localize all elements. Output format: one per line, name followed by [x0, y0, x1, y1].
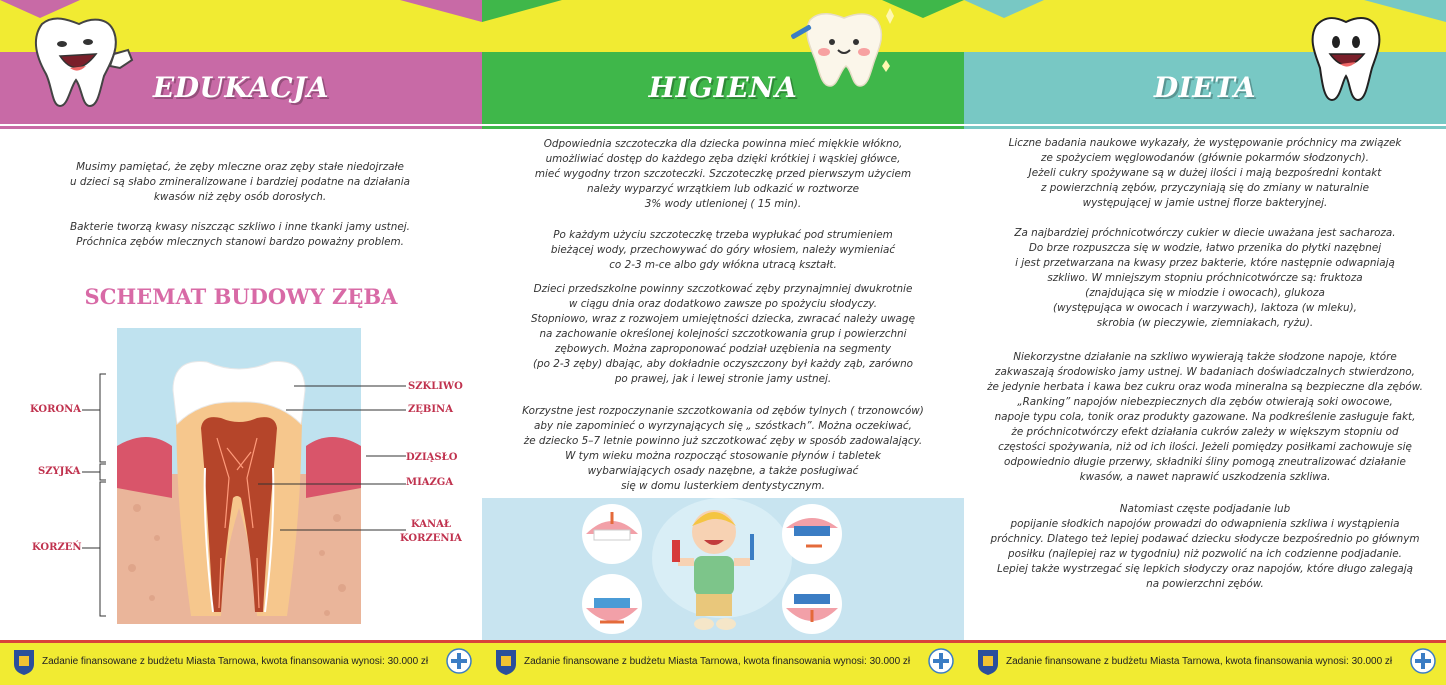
- city-crest-icon: [12, 648, 36, 676]
- panel-higiena: [482, 0, 964, 685]
- right-pointers: [250, 380, 410, 550]
- paragraph-2: Za najbardziej próchnicotwórczy cukier w diecie uważana jest sacharoza. Do brze rozpuszcza się w wodzie, łatwo przenika do płytki nazębnej i jest przetwarzana na kwasy przez bakterie, które następnie odwapniają szkliwo. W mniejszym stopniu próchnicotwórcze są: fruktoza (znajdująca się w miodzie i owocach), glukoza (występująca w owocach i warzywach), laktoza (w mleku), skrobia (w pieczywie, ziemniakach, ryżu).: [1014, 227, 1396, 329]
- footer-text: Zadanie finansowane z budżetu Miasta Tarnowa, kwota finansowania wynosi: 30.000 zł: [1006, 656, 1393, 667]
- intro-text: Musimy pamiętać, że zęby mleczne oraz zęby stałe niedojrzałe u dzieci są słabo zmineralizowane i bardziej podatne na działania kwasów niż zęby osób dorosłych. Bakterie tworzą kwasy niszcząc szkliwo i inne tkanki jamy ustnej. Próchnica zębów mlecznych stanowi bardzo poważny problem.: [70, 161, 410, 248]
- left-brackets: [76, 370, 186, 620]
- mouth-circle-bottom-left: [582, 574, 642, 634]
- divider: [0, 126, 482, 129]
- divider: [964, 126, 1446, 129]
- paragraph-3: Niekorzystne działanie na szkliwo wywierają także słodzone napoje, które zakwaszają środowisko jamy ustnej. W badaniach doświadczalnych stwierdzono, że jedynie herbata i kawa bez cukru oraz woda mineralna są bezpieczne dla zębów. „Ranking” napojów niebezpiecznych dla zębów otwierają soki owocowe, napoje typu cola, tonik oraz produkty gazowane. Na podkreślenie zasługuje fakt, że próchnicotwórczy efekt działania cukrów zależy w większym stopniu od częstości spożywania, niż od ich ilości. Jeżeli pomiędzy posiłkami zachowuje się odpowiednio długie przerwy, składniki śliny pomogą zneutralizować działanie kwasów, a nawet naprawić uszkodzenia szkliwa.: [987, 351, 1423, 483]
- paragraph-1: Liczne badania naukowe wykazały, że występowanie próchnicy ma związek ze spożyciem węglowodanów (głównie pokarmów słodzonych). Jeżeli cukry spożywane są w dużej ilości i mają bezpośredni kontakt z powierzchnią zębów, przyczyniają się do zmiany w naturalnie występującej w jamie ustnej florze bakteryjnej.: [1008, 137, 1402, 209]
- medical-star-icon: [1410, 648, 1436, 674]
- divider: [964, 120, 1446, 124]
- happy-tooth-icon: [1308, 12, 1384, 104]
- mouth-circle-bottom-right: [782, 574, 842, 634]
- smiling-tooth-sparkle-icon: [790, 6, 898, 88]
- city-crest-icon: [494, 648, 518, 676]
- medical-star-icon: [446, 648, 472, 674]
- label-kanal-korzenia: KANAŁ KORZENIA: [400, 519, 462, 544]
- panel-title: EDUKACJA: [152, 71, 330, 104]
- panel-edukacja: [0, 0, 482, 685]
- label-korona: KORONA: [30, 404, 82, 415]
- paragraph-2: Po każdym użyciu szczoteczkę trzeba wypłukać pod strumieniem bieżącej wody, przechowywać do góry włosiem, należy wymieniać co 2-3 m-ce albo gdy włókna utracą kształt.: [550, 229, 896, 271]
- label-zebina: ZĘBINA: [408, 404, 453, 415]
- schemat-title: SCHEMAT BUDOWY ZĘBA: [84, 284, 398, 309]
- footer-text: Zadanie finansowane z budżetu Miasta Tarnowa, kwota finansowania wynosi: 30.000 zł: [42, 656, 429, 667]
- footer-text: Zadanie finansowane z budżetu Miasta Tarnowa, kwota finansowania wynosi: 30.000 zł: [524, 656, 911, 667]
- divider: [482, 126, 964, 129]
- footer-rule: [964, 640, 1446, 643]
- panel-dieta: [964, 0, 1446, 685]
- divider: [0, 120, 482, 124]
- panel-title: HIGIENA: [648, 71, 798, 104]
- mouth-circle-top-right: [782, 504, 842, 564]
- footer-rule: [482, 640, 964, 643]
- paragraph-3: Dzieci przedszkolne powinny szczotkować zęby przynajmniej dwukrotnie w ciągu dnia oraz dodatkowo zawsze po spożyciu słodyczy. Stopniowo, wraz z rozwojem umiejętności dziecka, zwracać należy uwagę na zachowanie określonej kolejności szczotkowania grup i powierzchni zębowych. Można zaproponować podział uzębienia na segmenty (po 2-3 zęby) dbając, aby dokładnie oczyszczony był każdy ząb, zarówno po prawej, jak i lewej stronie jamy ustnej.: [530, 283, 916, 385]
- paragraph-1: Odpowiednia szczoteczka dla dziecka powinna mieć miękkie włókno, umożliwiać dostęp do każdego zęba dzięki krótkiej i wąskiej główce, mieć wygodny trzon szczoteczki. Szczoteczkę przed pierwszym użyciem należy wyparzyć wrzątkiem lub odkazić w roztworze 3% wody utlenionej ( 15 min).: [534, 138, 912, 210]
- label-szkliwo: SZKLIWO: [408, 381, 463, 392]
- label-dziaslo: DZIĄSŁO: [406, 452, 458, 463]
- laughing-tooth-thumbs-up-icon: [24, 14, 136, 110]
- city-crest-icon: [976, 648, 1000, 676]
- label-szyjka: SZYJKA: [38, 466, 81, 477]
- panel-title: DIETA: [1153, 71, 1257, 104]
- mouth-circle-top-left: [582, 504, 642, 564]
- brushing-illustration: [482, 498, 964, 640]
- divider: [482, 120, 964, 124]
- label-miazga: MIAZGA: [406, 477, 454, 488]
- footer-rule: [0, 640, 482, 643]
- label-korzen: KORZEŃ: [32, 542, 82, 553]
- medical-star-icon: [928, 648, 954, 674]
- paragraph-4: Korzystne jest rozpoczynanie szczotkowania od zębów tylnych ( trzonowców) aby nie zapominieć o wyrzynających się „ szóstkach”. Można oczekiwać, że dziecko 5–7 letnie powinno już szczotkować zęby w sposób zadowalający. W tym wieku można rozpocząć stosowanie płynów i tabletek wybarwiających osady nazębne, a także posługiwać się w domu lusterkiem dentystycznym.: [522, 405, 924, 492]
- paragraph-4: Natomiast częste podjadanie lub popijanie słodkich napojów prowadzi do odwapnienia szkliwa i wystąpienia próchnicy. Dlatego też lepiej podawać dziecku słodycze bezpośrednio po głównym posiłku (najlepiej raz w tygodniu) niż pozwolić na ich codzienne podjadanie. Lepiej także wystrzegać się lepkich słodyczy oraz napojów, które długo zalegają na powierzchni zębów.: [990, 503, 1420, 590]
